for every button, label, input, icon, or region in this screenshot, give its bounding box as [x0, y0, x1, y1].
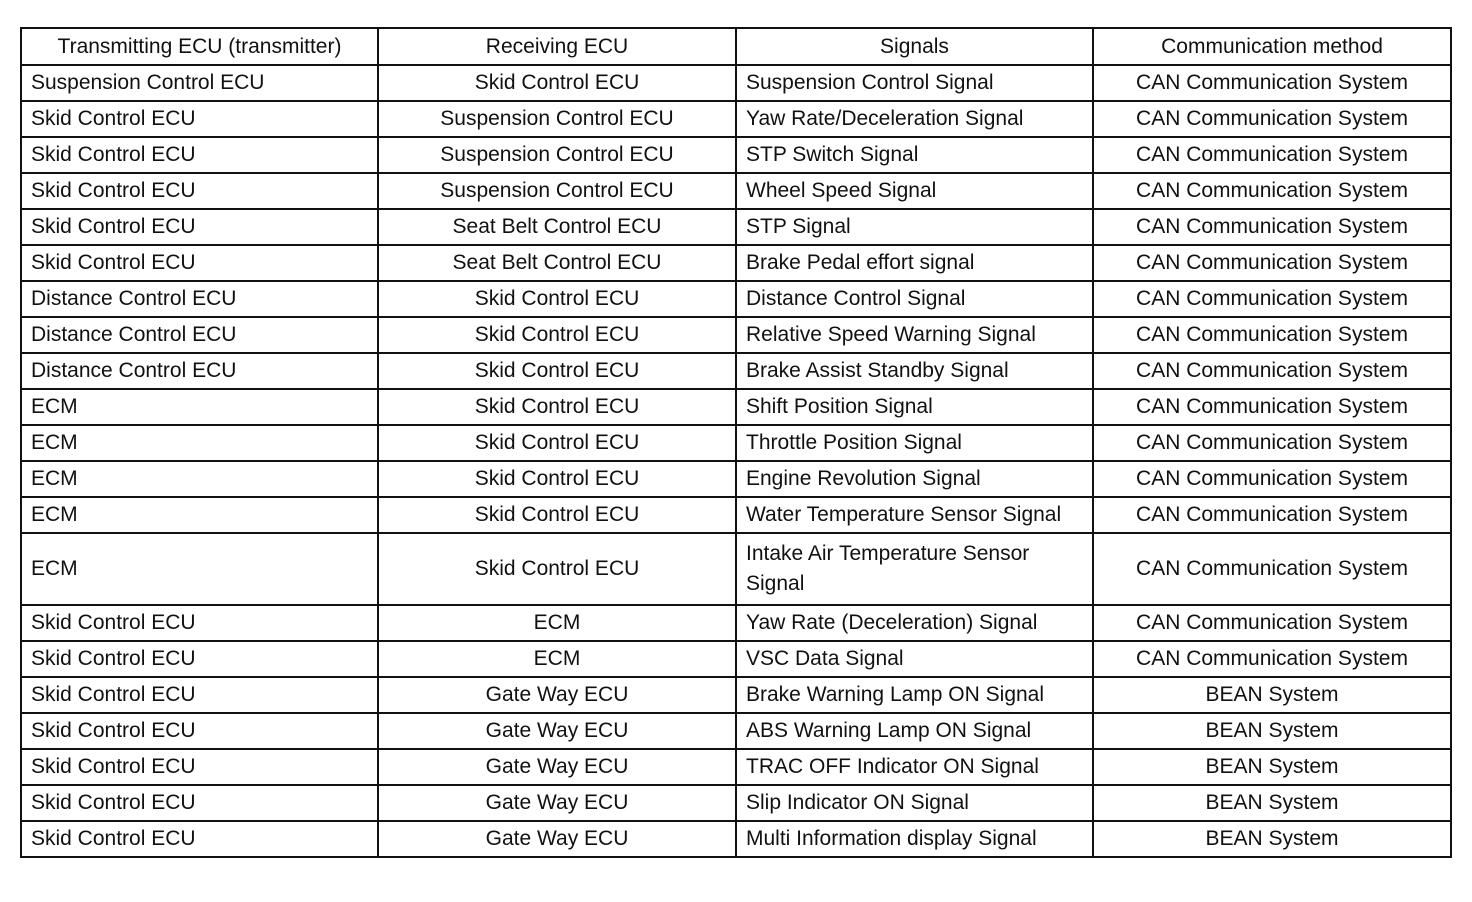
table-row — [21, 461, 1451, 497]
header-communication-method: Communication method — [1093, 28, 1451, 65]
table-row — [21, 713, 1451, 749]
signal-cell: Wheel Speed Signal — [736, 173, 1093, 209]
communication-method-cell: CAN Communication System — [1093, 497, 1451, 533]
signal-cell: Yaw Rate (Deceleration) Signal — [736, 605, 1093, 641]
signal-cell: Multi Information display Signal — [736, 821, 1093, 857]
receiving-ecu-cell: Gate Way ECU — [378, 821, 736, 857]
transmitting-ecu-cell: Skid Control ECU — [21, 209, 378, 245]
communication-method-cell: CAN Communication System — [1093, 209, 1451, 245]
transmitting-ecu-cell: Skid Control ECU — [21, 605, 378, 641]
communication-method-cell: BEAN System — [1093, 821, 1451, 857]
signal-cell: Water Temperature Sensor Signal — [736, 497, 1093, 533]
signal-cell: Brake Assist Standby Signal — [736, 353, 1093, 389]
communication-method-cell: CAN Communication System — [1093, 101, 1451, 137]
transmitting-ecu-cell: ECM — [21, 533, 378, 605]
receiving-ecu-cell: Gate Way ECU — [378, 677, 736, 713]
communication-method-cell: CAN Communication System — [1093, 461, 1451, 497]
communication-method-cell: CAN Communication System — [1093, 173, 1451, 209]
communication-method-cell: CAN Communication System — [1093, 353, 1451, 389]
receiving-ecu-cell: Suspension Control ECU — [378, 173, 736, 209]
table-row — [21, 101, 1451, 137]
transmitting-ecu-cell: Skid Control ECU — [21, 713, 378, 749]
communication-method-cell: CAN Communication System — [1093, 317, 1451, 353]
transmitting-ecu-cell: Suspension Control ECU — [21, 65, 378, 101]
table-row — [21, 173, 1451, 209]
transmitting-ecu-cell: ECM — [21, 461, 378, 497]
receiving-ecu-cell: Skid Control ECU — [378, 317, 736, 353]
transmitting-ecu-cell: Distance Control ECU — [21, 353, 378, 389]
transmitting-ecu-cell: Skid Control ECU — [21, 245, 378, 281]
table-row — [21, 209, 1451, 245]
receiving-ecu-cell: Gate Way ECU — [378, 749, 736, 785]
signal-cell: Shift Position Signal — [736, 389, 1093, 425]
transmitting-ecu-cell: Skid Control ECU — [21, 749, 378, 785]
transmitting-ecu-cell: Skid Control ECU — [21, 677, 378, 713]
receiving-ecu-cell: Seat Belt Control ECU — [378, 245, 736, 281]
communication-method-cell: BEAN System — [1093, 785, 1451, 821]
signal-cell: Slip Indicator ON Signal — [736, 785, 1093, 821]
communication-method-cell: CAN Communication System — [1093, 389, 1451, 425]
receiving-ecu-cell: Skid Control ECU — [378, 461, 736, 497]
table-body — [21, 65, 1451, 857]
table-header — [21, 28, 1451, 65]
transmitting-ecu-cell: Distance Control ECU — [21, 317, 378, 353]
table-row — [21, 677, 1451, 713]
signal-cell: Engine Revolution Signal — [736, 461, 1093, 497]
header-receiving-ecu: Receiving ECU — [378, 28, 736, 65]
transmitting-ecu-cell: Skid Control ECU — [21, 641, 378, 677]
header-transmitting-ecu: Transmitting ECU (transmitter) — [21, 28, 378, 65]
table-container — [20, 27, 1452, 858]
signal-cell: VSC Data Signal — [736, 641, 1093, 677]
header-signals: Signals — [736, 28, 1093, 65]
receiving-ecu-cell: Suspension Control ECU — [378, 101, 736, 137]
receiving-ecu-cell: ECM — [378, 641, 736, 677]
transmitting-ecu-cell: Skid Control ECU — [21, 821, 378, 857]
communication-method-cell: CAN Communication System — [1093, 245, 1451, 281]
receiving-ecu-cell: Skid Control ECU — [378, 281, 736, 317]
signal-cell: Throttle Position Signal — [736, 425, 1093, 461]
communication-method-cell: BEAN System — [1093, 749, 1451, 785]
receiving-ecu-cell: Skid Control ECU — [378, 425, 736, 461]
receiving-ecu-cell: Skid Control ECU — [378, 497, 736, 533]
receiving-ecu-cell: Seat Belt Control ECU — [378, 209, 736, 245]
communication-method-cell: CAN Communication System — [1093, 533, 1451, 605]
communication-method-cell: CAN Communication System — [1093, 137, 1451, 173]
transmitting-ecu-cell: Distance Control ECU — [21, 281, 378, 317]
transmitting-ecu-cell: Skid Control ECU — [21, 173, 378, 209]
table-row — [21, 281, 1451, 317]
table-row — [21, 641, 1451, 677]
communication-method-cell: CAN Communication System — [1093, 605, 1451, 641]
receiving-ecu-cell: Gate Way ECU — [378, 785, 736, 821]
table-row — [21, 65, 1451, 101]
table-row — [21, 749, 1451, 785]
table-row — [21, 785, 1451, 821]
ecu-signal-table — [20, 27, 1452, 858]
table-row — [21, 533, 1451, 605]
signal-cell: Suspension Control Signal — [736, 65, 1093, 101]
signal-cell: STP Signal — [736, 209, 1093, 245]
signal-cell: Yaw Rate/Deceleration Signal — [736, 101, 1093, 137]
communication-method-cell: BEAN System — [1093, 677, 1451, 713]
communication-method-cell: BEAN System — [1093, 713, 1451, 749]
table-row — [21, 317, 1451, 353]
table-row — [21, 497, 1451, 533]
receiving-ecu-cell: Suspension Control ECU — [378, 137, 736, 173]
transmitting-ecu-cell: Skid Control ECU — [21, 785, 378, 821]
signal-cell: Brake Pedal effort signal — [736, 245, 1093, 281]
transmitting-ecu-cell: ECM — [21, 497, 378, 533]
communication-method-cell: CAN Communication System — [1093, 281, 1451, 317]
table-row — [21, 425, 1451, 461]
transmitting-ecu-cell: Skid Control ECU — [21, 101, 378, 137]
signal-cell: Relative Speed Warning Signal — [736, 317, 1093, 353]
table-row — [21, 353, 1451, 389]
table-row — [21, 137, 1451, 173]
table-row — [21, 245, 1451, 281]
receiving-ecu-cell: ECM — [378, 605, 736, 641]
transmitting-ecu-cell: ECM — [21, 425, 378, 461]
signal-cell: Intake Air Temperature Sensor Signal — [736, 533, 1093, 605]
communication-method-cell: CAN Communication System — [1093, 641, 1451, 677]
receiving-ecu-cell: Skid Control ECU — [378, 353, 736, 389]
communication-method-cell: CAN Communication System — [1093, 425, 1451, 461]
receiving-ecu-cell: Skid Control ECU — [378, 533, 736, 605]
signal-cell: TRAC OFF Indicator ON Signal — [736, 749, 1093, 785]
signal-cell: STP Switch Signal — [736, 137, 1093, 173]
signal-cell: Distance Control Signal — [736, 281, 1093, 317]
communication-method-cell: CAN Communication System — [1093, 65, 1451, 101]
table-row — [21, 605, 1451, 641]
transmitting-ecu-cell: Skid Control ECU — [21, 137, 378, 173]
table-row — [21, 821, 1451, 857]
header-row — [21, 28, 1451, 65]
receiving-ecu-cell: Skid Control ECU — [378, 389, 736, 425]
receiving-ecu-cell: Gate Way ECU — [378, 713, 736, 749]
signal-cell: Brake Warning Lamp ON Signal — [736, 677, 1093, 713]
transmitting-ecu-cell: ECM — [21, 389, 378, 425]
receiving-ecu-cell: Skid Control ECU — [378, 65, 736, 101]
table-row — [21, 389, 1451, 425]
signal-cell: ABS Warning Lamp ON Signal — [736, 713, 1093, 749]
